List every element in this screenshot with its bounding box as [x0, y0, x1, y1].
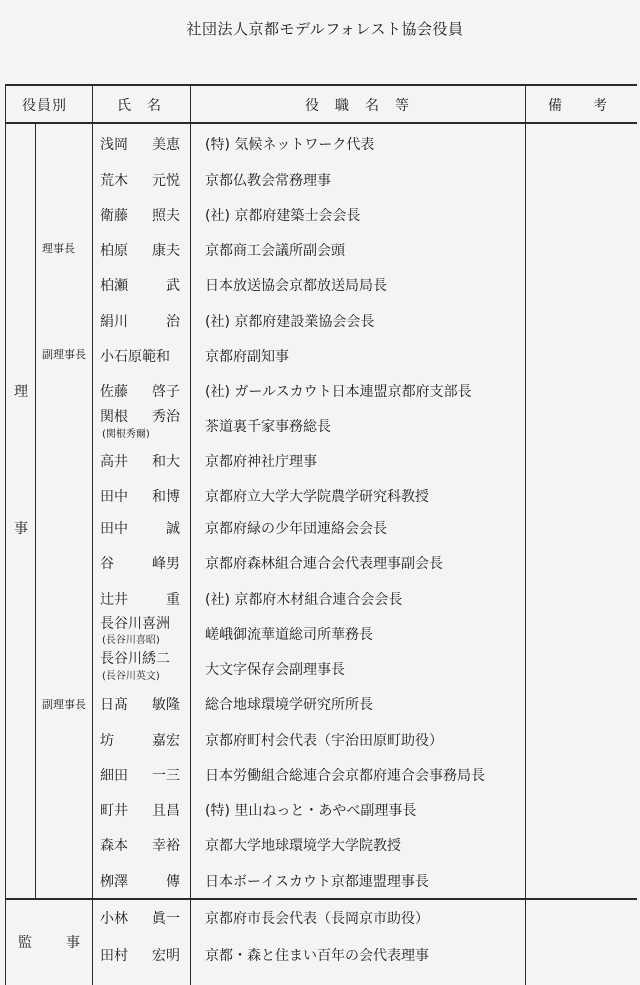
table-row-position: 茶道裏千家事務総長 [205, 419, 331, 435]
table-row-position: 日本労働組合総連合会京都府連合会事務局長 [205, 768, 485, 784]
table-row-name: 衛藤 照夫 [100, 208, 180, 224]
table-row-position: 大文字保存会副理事長 [205, 662, 345, 678]
table-row-name: 柏原 康夫 [100, 243, 180, 259]
header-position: 役 職 名 等 [305, 98, 410, 114]
table-row-name: 荒木 元悦 [100, 173, 180, 189]
table-row-position: (社) ガールスカウト日本連盟京都府支部長 [205, 384, 472, 400]
role-rijicho: 理事長 [42, 242, 75, 255]
table-row-name: 田村 宏明 [100, 948, 180, 964]
table-row-name: 栁澤 傳 [100, 874, 180, 890]
table-row-name: 森本 幸裕 [100, 838, 180, 854]
table-row-position: 京都府神社庁理事 [205, 454, 317, 470]
group-label-riji-1: 理 [14, 384, 28, 400]
table-row-position: (社) 京都府木材組合連合会会長 [205, 592, 403, 608]
table-row-position: 嵯峨御流華道総司所華務長 [205, 627, 373, 643]
table-row-name: 辻井 重 [100, 592, 180, 608]
table-row-name: 坊 嘉宏 [100, 733, 180, 749]
table-row-name: 柏瀬 武 [100, 278, 180, 294]
table-row-position: 京都府緑の少年団連絡会会長 [205, 521, 387, 537]
table-row-position: 京都・森と住まい百年の会代表理事 [205, 948, 429, 964]
table-row-name: 絹川 治 [100, 314, 180, 330]
table-row-position: 京都府市長会代表（長岡京市助役） [205, 911, 429, 927]
table-top-border [5, 84, 637, 86]
table-row-position: 日本放送協会京都放送局局長 [205, 278, 387, 294]
table-row-position: 京都仏教会常務理事 [205, 173, 331, 189]
header-category: 役員別 [22, 98, 67, 114]
table-row-name: 長谷川喜洲 [100, 616, 170, 632]
header-name: 氏 名 [117, 98, 162, 114]
table-row-name: 田中 和博 [100, 489, 180, 505]
table-row-name: 長谷川綉二 [100, 651, 170, 667]
table-row-name: 小石原範和 [100, 349, 170, 365]
column-divider-category [92, 84, 93, 985]
table-row-name: 町井 且昌 [100, 803, 180, 819]
header-bottom-border [5, 122, 637, 124]
table-row-position: 京都商工会議所副会頭 [205, 243, 345, 259]
table-row-name: 関根 秀治 [100, 409, 180, 425]
table-row-name: 高井 和大 [100, 454, 180, 470]
table-row-position: 総合地球環境学研究所所長 [205, 697, 373, 713]
table-row-name-alt: (関根秀爾) [102, 429, 150, 440]
table-row-name: 細田 一三 [100, 768, 180, 784]
table-row-position: 京都府立大学大学院農学研究科教授 [205, 489, 429, 505]
role-fukurijicho-1: 副理事長 [42, 348, 86, 361]
table-row-position: (特) 里山ねっと・あやべ副理事長 [205, 803, 417, 819]
page-title: 社団法人京都モデルフォレスト協会役員 [186, 20, 464, 38]
group-label-riji-2: 事 [14, 521, 28, 537]
group-label-kanji: 監 事 [18, 935, 82, 951]
column-divider-subcategory [35, 123, 36, 899]
table-row-name: 日髙 敏隆 [100, 697, 180, 713]
table-row-name: 谷 峰男 [100, 556, 180, 572]
table-row-name-alt: (長谷川喜昭) [102, 635, 160, 646]
table-row-name: 佐藤 啓子 [100, 384, 180, 400]
table-row-position: 日本ボーイスカウト京都連盟理事長 [205, 874, 429, 890]
role-fukurijicho-2: 副理事長 [42, 698, 86, 711]
table-row-name: 浅岡 美恵 [100, 137, 180, 153]
table-row-position: 京都府副知事 [205, 349, 289, 365]
header-remarks: 備 考 [548, 98, 608, 114]
table-left-border [5, 84, 6, 985]
column-divider-name [190, 84, 191, 985]
column-divider-position [525, 84, 526, 985]
kanji-top-border [5, 898, 637, 900]
table-row-name: 小林 眞一 [100, 911, 180, 927]
table-row-position: (社) 京都府建築士会会長 [205, 208, 361, 224]
table-row-name: 田中 誠 [100, 521, 180, 537]
table-row-position: (特) 気候ネットワーク代表 [205, 137, 375, 153]
table-row-name-alt: (長谷川英文) [102, 671, 160, 682]
table-row-position: (社) 京都府建設業協会会長 [205, 314, 375, 330]
table-row-position: 京都大学地球環境学大学院教授 [205, 838, 401, 854]
table-row-position: 京都府森林組合連合会代表理事副会長 [205, 556, 443, 572]
table-row-position: 京都府町村会代表（宇治田原町助役） [205, 733, 443, 749]
